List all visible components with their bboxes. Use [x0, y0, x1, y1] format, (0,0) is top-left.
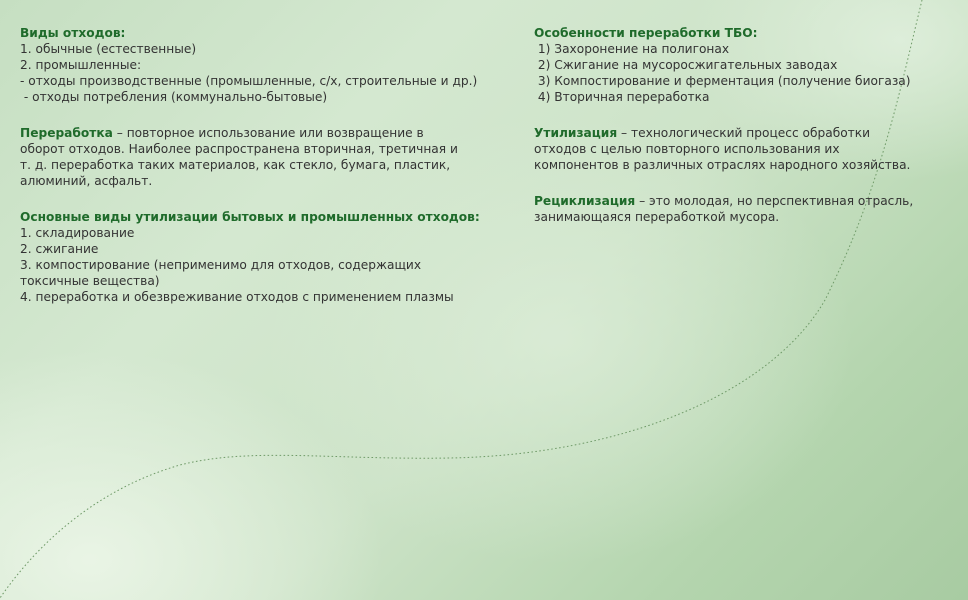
recycling-text: – это молодая, но перспективная отрасль,: [635, 194, 914, 208]
processing-line: оборот отходов. Наиболее распространена вторичная, третичная и: [20, 142, 458, 156]
utilization-section: [534, 125, 954, 173]
waste-types-item: - отходы производственные (промышленные, с/х, строительные и др.): [20, 74, 478, 88]
recycling-line: [534, 193, 954, 209]
processing-section: [20, 125, 520, 189]
processing-line: алюминий, асфальт.: [20, 174, 153, 188]
disposal-types-item: токсичные вещества): [20, 274, 160, 288]
waste-types-item: 2. промышленные:: [20, 58, 142, 72]
msw-features-item: 3) Компостирование и ферментация (получение биогаза): [534, 74, 911, 88]
utilization-term: Утилизация: [534, 126, 618, 140]
left-column: [20, 25, 520, 325]
disposal-types-item: 3. компостирование (неприменимо для отходов, содержащих: [20, 258, 422, 272]
utilization-line: отходов с целью повторного использования их: [534, 142, 840, 156]
right-column: [534, 25, 954, 245]
processing-line: [20, 125, 520, 141]
recycling-term: Рециклизация: [534, 194, 636, 208]
disposal-types-item: 2. сжигание: [20, 242, 99, 256]
processing-line: т. д. переработка таких материалов, как стекло, бумага, пластик,: [20, 158, 451, 172]
msw-features-item: 2) Сжигание на мусоросжигательных заводах: [534, 58, 838, 72]
processing-text: – повторное использование или возвращение в: [112, 126, 424, 140]
disposal-types-section: [20, 209, 520, 305]
disposal-types-item: 4. переработка и обезвреживание отходов с применением плазмы: [20, 290, 454, 304]
recycling-line: занимающаяся переработкой мусора.: [534, 210, 780, 224]
waste-types-item: 1. обычные (естественные): [20, 42, 197, 56]
recycling-section: [534, 193, 954, 225]
msw-features-section: [534, 25, 954, 105]
msw-features-item: 1) Захоронение на полигонах: [534, 42, 730, 56]
waste-types-heading: Виды отходов:: [20, 26, 126, 40]
msw-features-item: 4) Вторичная переработка: [534, 90, 710, 104]
utilization-line: компонентов в различных отраслях народного хозяйства.: [534, 158, 911, 172]
utilization-text: – технологический процесс обработки: [617, 126, 871, 140]
msw-features-heading: Особенности переработки ТБО:: [534, 26, 758, 40]
utilization-line: [534, 125, 954, 141]
disposal-types-heading: Основные виды утилизации бытовых и промышленных отходов:: [20, 210, 480, 224]
processing-term: Переработка: [20, 126, 113, 140]
waste-types-item: - отходы потребления (коммунально-бытовые): [20, 90, 328, 104]
waste-types-section: [20, 25, 520, 105]
disposal-types-item: 1. складирование: [20, 226, 135, 240]
